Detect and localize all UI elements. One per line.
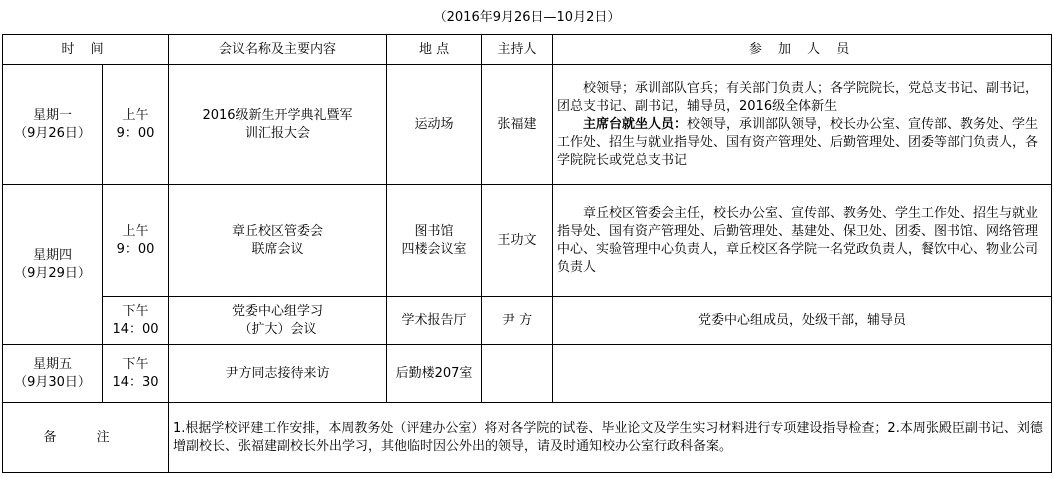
attendees-podium (557, 116, 1047, 170)
meeting-name-line: 联席会议 (251, 241, 304, 257)
attendees-text: 章丘校区管委会主任，校长办公室、宣传部、教务处、学生工作处、招生与就业指导处、国有资产管理处、后勤管理处、基建处、保卫处、团委、图书馆、网络管理中心、实验管理中心负责人，章丘校区各学院一名党政负责人，餐饮中心、物业公司负责人 (557, 205, 1039, 275)
meeting-cell: 尹方同志接待来访 (169, 345, 387, 403)
remarks-label: 备 注 (3, 403, 169, 473)
location-label: 四楼会议室 (401, 241, 467, 257)
attendees-text: 校领导；承训部队官兵；有关部门负责人；各学院院长，党总支书记、副书记，团总支书记、副书记，辅导员，2016级全体新生 (557, 80, 1039, 114)
meeting-name-line: 2016级新生开学典礼暨军 (202, 107, 353, 123)
host-cell: 王功文 (482, 185, 553, 297)
remarks-text: 1.根据学校评建工作安排，本周教务处（评建办公室）将对各学院的试卷、毕业论文及学生实习材料进行专项建设指导检查；2.本周张殿臣副书记、刘德增副校长、张福建副校长外出学习，其他临时因公外出的领导，请及时通知校办公室行政科备案。 (169, 403, 1052, 473)
day-cell (3, 345, 103, 403)
meeting-name-line: 训汇报大会 (245, 125, 311, 141)
podium-label: 主席台就坐人员： (583, 116, 688, 132)
day-label: 星期四 (32, 247, 72, 263)
location-cell: 学术报告厅 (387, 297, 482, 345)
podium-text: 校领导，承训部队领导，校长办公室、宣传部、教务处、学生工作处、招生与就业指导处、国有资产管理处、后勤管理处、团委等部门负责人，各学院院长或党总支书记 (557, 116, 1039, 168)
time-label: 14：00 (112, 321, 159, 337)
schedule-table (2, 34, 1052, 473)
day-label: 星期五 (32, 356, 72, 372)
location-cell (387, 185, 482, 297)
attendees-cell (553, 65, 1052, 185)
attendees-cell (553, 185, 1052, 297)
date-label: （9月29日） (14, 265, 91, 281)
day-cell (3, 185, 103, 345)
attendees-cell: 党委中心组成员，处级干部，辅导员 (553, 297, 1052, 345)
table-row (3, 65, 1052, 185)
day-cell (3, 65, 103, 185)
location-cell (387, 65, 482, 185)
meeting-name-line: 党委中心组学习 (232, 303, 324, 319)
header-host: 主持人 (482, 35, 553, 65)
date-label: （9月30日） (14, 374, 91, 390)
meeting-name-line: 章丘校区管委会 (232, 223, 324, 239)
header-attendees: 参 加 人 员 (553, 35, 1052, 65)
time-cell (103, 345, 169, 403)
header-meeting: 会议名称及主要内容 (169, 35, 387, 65)
host-cell: 张福建 (482, 65, 553, 185)
date-label: （9月26日） (14, 125, 91, 141)
time-cell (103, 65, 169, 185)
header-time: 时 间 (3, 35, 169, 65)
time-label: 9：00 (116, 125, 155, 141)
day-label: 星期一 (32, 107, 72, 123)
period-label: 上午 (122, 107, 149, 123)
attendees-cell (553, 345, 1052, 403)
date-range: （2016年9月26日—10月2日） (433, 10, 621, 25)
header-row (3, 35, 1052, 65)
meeting-name-line: （扩大）会议 (238, 321, 317, 337)
period-label: 上午 (122, 223, 149, 239)
time-cell (103, 185, 169, 297)
meeting-cell (169, 185, 387, 297)
period-label: 下午 (122, 303, 149, 319)
location-cell: 后勤楼207室 (387, 345, 482, 403)
time-cell (103, 297, 169, 345)
time-label: 9：00 (116, 241, 155, 257)
period-label: 下午 (122, 356, 149, 372)
location-label: 运动场 (414, 116, 454, 132)
remarks-row (3, 403, 1052, 473)
location-label: 图书馆 (414, 223, 454, 239)
meeting-cell (169, 65, 387, 185)
time-label: 14：30 (112, 374, 159, 390)
table-row (3, 297, 1052, 345)
table-row (3, 345, 1052, 403)
host-cell: 尹 方 (482, 297, 553, 345)
meeting-cell (169, 297, 387, 345)
host-cell (482, 345, 553, 403)
table-row (3, 185, 1052, 297)
header-location: 地 点 (387, 35, 482, 65)
